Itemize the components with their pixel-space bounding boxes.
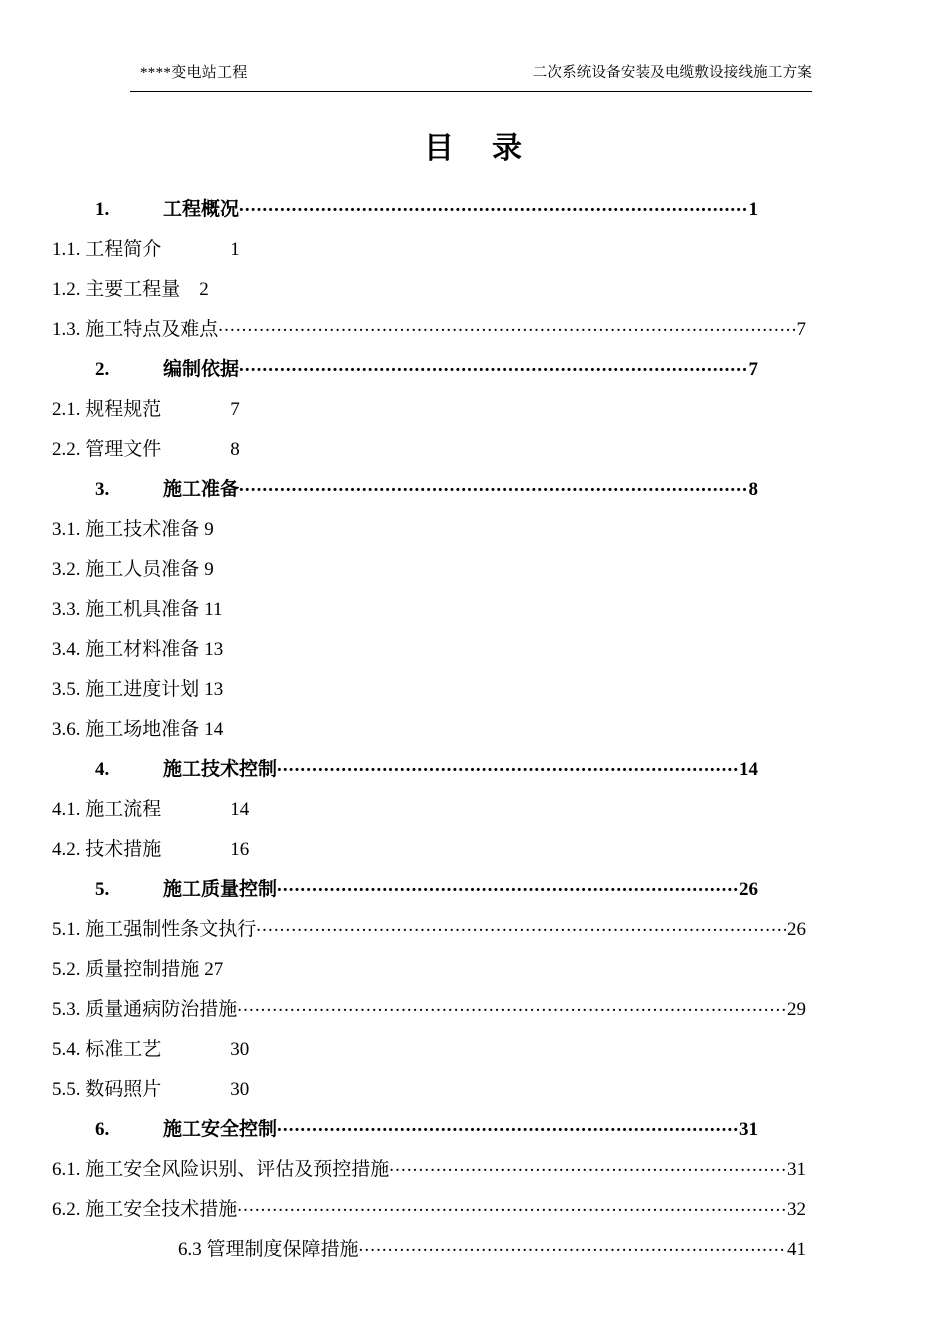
toc-entry-page-number: 9 [204,559,214,580]
toc-entry-number: 3.6. [52,719,81,740]
toc-dot-leader [389,1156,786,1175]
toc-entry[interactable] [0,350,950,390]
toc-entry-page-number: 29 [787,999,806,1020]
toc-entry[interactable] [0,1190,950,1230]
toc-entry-label: 标准工艺 [85,1039,162,1060]
toc-entry-body [52,1150,806,1190]
toc-entry[interactable] [0,670,950,710]
toc-entry-number: 4.1. [52,799,81,820]
toc-entry-number: 3. [95,479,110,500]
toc-entry-body [52,510,806,550]
toc-entry-label: 质量通病防治措施 [85,999,238,1020]
toc-entry[interactable] [0,1110,950,1150]
toc-entry-label: 管理文件 [85,439,162,460]
toc-entry-page-number: 26 [787,919,806,940]
toc-entry-body [52,670,806,710]
toc-entry-body [52,830,806,870]
toc-entry-number: 3.5. [52,679,81,700]
toc-entry-body [52,270,806,310]
toc-entry-page-number: 30 [230,1039,250,1060]
toc-entry-label: 施工材料准备 [85,639,200,660]
toc-entry[interactable] [0,630,950,670]
toc-entry-label: 施工场地准备 [85,719,200,740]
toc-entry-body [52,390,806,430]
toc-entry-body [52,910,806,950]
toc-entry-number: 3.4. [52,639,81,660]
toc-entry[interactable] [0,1030,950,1070]
toc-entry[interactable] [0,470,950,510]
toc-entry[interactable] [0,950,950,990]
toc-entry[interactable] [0,1150,950,1190]
toc-entry[interactable] [0,870,950,910]
toc-entry-number: 6.1. [52,1159,81,1180]
toc-entry-number: 1. [95,199,110,220]
toc-entry-body [52,790,806,830]
toc-entry[interactable] [0,750,950,790]
toc-entry-number: 5.1. [52,919,81,940]
toc-entry-body [163,750,758,790]
toc-entry-page-number: 30 [230,1079,250,1100]
toc-entry-label: 管理制度保障措施 [206,1239,359,1260]
toc-dot-leader [277,756,738,775]
toc-entry[interactable] [0,550,950,590]
toc-entry-number: 4. [95,759,110,780]
toc-entry-label: 施工流程 [85,799,162,820]
toc-entry-page-number: 41 [787,1239,806,1260]
toc-entry-label: 技术措施 [85,839,162,860]
toc-entry-number: 3.3. [52,599,81,620]
toc-entry-label: 施工安全控制 [163,1119,278,1140]
toc-entry[interactable] [0,510,950,550]
toc-dot-leader [239,476,747,495]
toc-entry-page-number: 14 [739,759,758,780]
toc-entry-page-number: 1 [230,239,240,260]
toc-dot-leader [218,316,795,335]
toc-entry-page-number: 31 [787,1159,806,1180]
toc-entry-body [163,470,758,510]
toc-entry-page-number: 14 [204,719,224,740]
toc-entry-label: 施工人员准备 [85,559,200,580]
toc-entry-number: 6. [95,1119,110,1140]
toc-entry-label: 施工机具准备 [85,599,200,620]
toc-entry-body [52,1070,806,1110]
toc-entry[interactable] [0,190,950,230]
toc-dot-leader [359,1236,786,1255]
toc-entry-body [52,710,806,750]
toc-entry[interactable] [0,1230,950,1270]
toc-entry-label: 工程概况 [163,199,240,220]
toc-entry-page-number: 8 [748,479,758,500]
toc-entry-page-number: 26 [739,879,758,900]
toc-entry-body [52,950,806,990]
toc-entry-number: 1.1. [52,239,81,260]
toc-entry-body [52,590,806,630]
toc-entry[interactable] [0,990,950,1030]
toc-dot-leader [256,916,786,935]
toc-entry-page-number: 9 [204,519,214,540]
toc-entry-label: 数码照片 [85,1079,162,1100]
toc-entry-page-number: 7 [230,399,240,420]
toc-entry[interactable] [0,230,950,270]
toc-entry-body [52,550,806,590]
toc-entry-page-number: 13 [204,639,224,660]
header-project-name: ****变电站工程 [140,65,248,81]
toc-entry[interactable] [0,710,950,750]
toc-entry-page-number: 32 [787,1199,806,1220]
toc-entry-label: 质量控制措施 [85,959,200,980]
running-header [130,62,812,92]
toc-entry-label: 主要工程量 [85,279,181,300]
toc-entry-page-number: 14 [230,799,250,820]
toc-entry-page-number: 31 [739,1119,758,1140]
toc-entry-label: 施工特点及难点 [85,319,219,340]
toc-entry-number: 5.2. [52,959,81,980]
header-document-title: 二次系统设备安装及电缆敷设接线施工方案 [532,65,812,81]
toc-entry-body [163,350,758,390]
toc-entry-number: 4.2. [52,839,81,860]
toc-entry-number: 5. [95,879,110,900]
toc-entry-number: 5.5. [52,1079,81,1100]
toc-entry-body [52,310,806,350]
toc-entry[interactable] [0,790,950,830]
page-title: 目 录 [424,132,526,165]
toc-entry-body [163,870,758,910]
toc-entry-body [163,190,758,230]
toc-entry-body [52,1030,806,1070]
toc-entry-body [52,990,806,1030]
toc-entry-label: 施工安全技术措施 [85,1199,238,1220]
toc-entry-number: 6.2. [52,1199,81,1220]
toc-entry[interactable] [0,390,950,430]
toc-entry-number: 3.2. [52,559,81,580]
toc-entry-page-number: 7 [748,359,758,380]
toc-dot-leader [277,1116,738,1135]
toc-entry-number: 1.2. [52,279,81,300]
toc-entry-body [52,1190,806,1230]
toc-entry-label: 编制依据 [163,359,240,380]
toc-entry-page-number: 16 [230,839,250,860]
toc-entry-body [52,630,806,670]
toc-entry-number: 5.4. [52,1039,81,1060]
toc-entry-number: 2. [95,359,110,380]
toc-entry-body [178,1230,806,1270]
toc-entry-label: 工程简介 [85,239,162,260]
toc-entry-number: 6.3 [178,1239,202,1260]
toc-entry-label: 施工质量控制 [163,879,278,900]
toc-entry[interactable] [0,1070,950,1110]
toc-dot-leader [237,1196,786,1215]
toc-entry-number: 1.3. [52,319,81,340]
toc-entry[interactable] [0,270,950,310]
toc-dot-leader [239,356,747,375]
toc-entry-label: 施工进度计划 [85,679,200,700]
toc-entry-page-number: 1 [748,199,758,220]
toc-entry-body [163,1110,758,1150]
toc-entry-label: 规程规范 [85,399,162,420]
toc-entry[interactable] [0,430,950,470]
toc-entry-number: 2.2. [52,439,81,460]
toc-entry-body [52,230,806,270]
toc-entry-page-number: 2 [199,279,209,300]
toc-dot-leader [277,876,738,895]
toc-entry-label: 施工技术控制 [163,759,278,780]
table-of-contents [0,190,950,1270]
toc-entry-body [52,430,806,470]
toc-entry-page-number: 27 [204,959,224,980]
toc-entry-label: 施工强制性条文执行 [85,919,257,940]
toc-entry-page-number: 13 [204,679,224,700]
toc-entry-label: 施工安全风险识别、评估及预控措施 [85,1159,390,1180]
toc-entry[interactable] [0,310,950,350]
toc-entry-number: 3.1. [52,519,81,540]
toc-entry-page-number: 11 [204,599,223,620]
toc-dot-leader [239,196,747,215]
toc-entry-label: 施工准备 [163,479,240,500]
toc-entry-page-number: 8 [230,439,240,460]
toc-entry-label: 施工技术准备 [85,519,200,540]
toc-entry[interactable] [0,910,950,950]
toc-dot-leader [237,996,786,1015]
toc-entry[interactable] [0,590,950,630]
toc-entry[interactable] [0,830,950,870]
toc-entry-number: 2.1. [52,399,81,420]
toc-entry-page-number: 7 [796,319,806,340]
toc-entry-number: 5.3. [52,999,81,1020]
